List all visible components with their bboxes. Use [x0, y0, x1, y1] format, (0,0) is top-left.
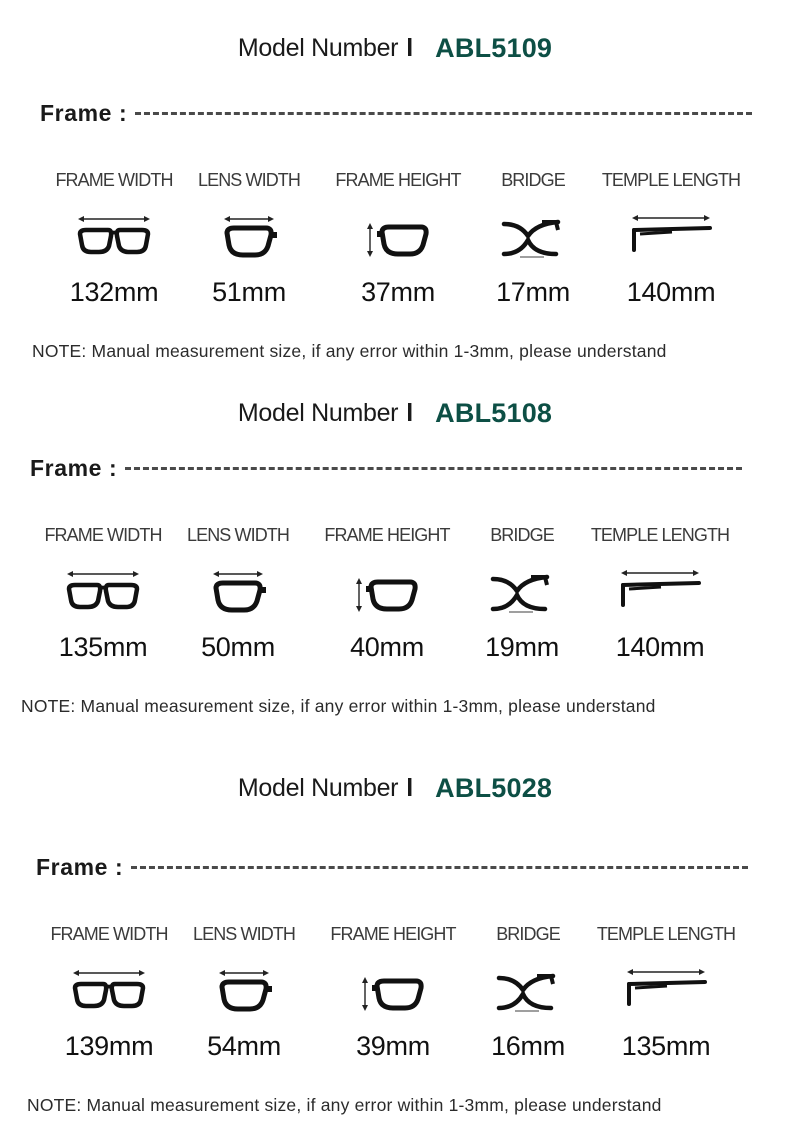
- frame-heading: [30, 453, 742, 483]
- measure-temple-length: [596, 170, 746, 308]
- measure-value: 39mm: [356, 1031, 430, 1061]
- spec-section-abl5109: [0, 0, 790, 360]
- model-number: ABL5028: [435, 772, 553, 803]
- measure-bridge: [453, 924, 603, 1062]
- measure-frame-height: [312, 525, 462, 663]
- measure-value: 135mm: [58, 632, 148, 662]
- measure-label: FRAME WIDTH: [55, 170, 173, 190]
- model-heading: [0, 768, 790, 808]
- measure-frame-width: [34, 924, 184, 1062]
- temple-length-icon: [585, 560, 735, 620]
- frame-width-icon: [28, 560, 178, 620]
- measure-frame-height: [318, 924, 468, 1062]
- frame-heading: [36, 852, 748, 882]
- frame-label: Frame :: [40, 99, 128, 126]
- measure-value: 140mm: [626, 277, 716, 307]
- bridge-icon: [458, 205, 608, 265]
- measure-label: BRIDGE: [501, 170, 565, 190]
- measure-value: 17mm: [496, 277, 570, 307]
- measure-label: BRIDGE: [490, 525, 554, 545]
- measure-label: LENS WIDTH: [197, 170, 300, 190]
- measurement-note: NOTE: Manual measurement size, if any error within 1-3mm, please understand: [27, 1095, 662, 1115]
- measure-label: BRIDGE: [496, 924, 560, 944]
- measurement-note: NOTE: Manual measurement size, if any error within 1-3mm, please understand: [32, 341, 667, 361]
- measure-label: TEMPLE LENGTH: [596, 924, 736, 944]
- temple-length-icon: [596, 205, 746, 265]
- measure-label: FRAME WIDTH: [44, 525, 162, 545]
- model-separator: l: [406, 33, 414, 62]
- measure-frame-width: [28, 525, 178, 663]
- model-number: ABL5109: [435, 32, 553, 63]
- measure-label: FRAME HEIGHT: [335, 170, 461, 190]
- lens-width-icon: [174, 205, 324, 265]
- model-heading: [0, 393, 790, 433]
- frame-heading: [40, 98, 752, 128]
- model-separator: l: [406, 398, 414, 427]
- measure-value: 139mm: [64, 1031, 154, 1061]
- spec-section-abl5028: [0, 740, 790, 1115]
- model-number: ABL5108: [435, 397, 553, 428]
- measure-temple-length: [585, 525, 735, 663]
- measure-label: LENS WIDTH: [186, 525, 289, 545]
- measure-label: TEMPLE LENGTH: [590, 525, 730, 545]
- measure-label: FRAME HEIGHT: [330, 924, 456, 944]
- lens-width-icon: [169, 959, 319, 1019]
- bridge-icon: [453, 959, 603, 1019]
- dashed-divider: [125, 467, 742, 470]
- temple-length-icon: [591, 959, 741, 1019]
- frame-label: Frame :: [36, 853, 124, 880]
- frame-width-icon: [34, 959, 184, 1019]
- dashed-divider: [135, 112, 752, 115]
- measure-lens-width: [174, 170, 324, 308]
- frame-height-icon: [323, 205, 473, 265]
- measure-bridge: [447, 525, 597, 663]
- measure-value: 50mm: [201, 632, 275, 662]
- measure-frame-height: [323, 170, 473, 308]
- measure-temple-length: [591, 924, 741, 1062]
- measure-label: FRAME WIDTH: [50, 924, 168, 944]
- measure-value: 16mm: [491, 1031, 565, 1061]
- model-label: Model Number: [237, 773, 399, 802]
- measure-value: 135mm: [621, 1031, 711, 1061]
- measure-value: 51mm: [212, 277, 286, 307]
- model-label: Model Number: [237, 33, 399, 62]
- measure-label: LENS WIDTH: [192, 924, 295, 944]
- model-label: Model Number: [237, 398, 399, 427]
- measure-lens-width: [163, 525, 313, 663]
- model-separator: l: [406, 773, 414, 802]
- frame-width-icon: [39, 205, 189, 265]
- measure-value: 140mm: [615, 632, 705, 662]
- frame-height-icon: [312, 560, 462, 620]
- measure-value: 54mm: [207, 1031, 281, 1061]
- spec-section-abl5108: [0, 365, 790, 725]
- dashed-divider: [131, 866, 748, 869]
- measure-bridge: [458, 170, 608, 308]
- model-heading: [0, 28, 790, 68]
- frame-label: Frame :: [30, 454, 118, 481]
- measure-value: 37mm: [361, 277, 435, 307]
- frame-height-icon: [318, 959, 468, 1019]
- measure-label: TEMPLE LENGTH: [601, 170, 741, 190]
- measurement-note: NOTE: Manual measurement size, if any error within 1-3mm, please understand: [21, 696, 656, 716]
- bridge-icon: [447, 560, 597, 620]
- measure-lens-width: [169, 924, 319, 1062]
- measure-value: 40mm: [350, 632, 424, 662]
- measure-value: 19mm: [485, 632, 559, 662]
- measure-value: 132mm: [69, 277, 159, 307]
- measure-frame-width: [39, 170, 189, 308]
- measure-label: FRAME HEIGHT: [324, 525, 450, 545]
- lens-width-icon: [163, 560, 313, 620]
